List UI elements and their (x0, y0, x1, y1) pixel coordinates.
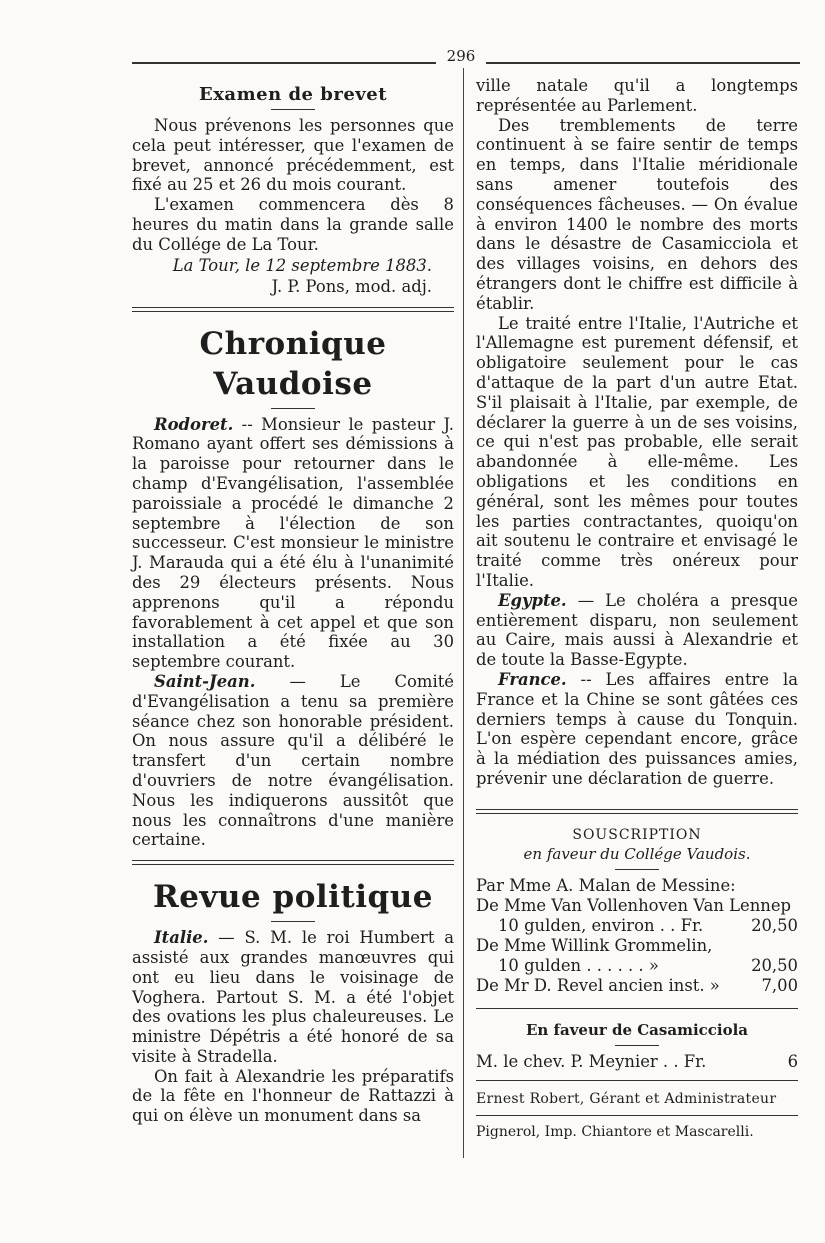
tremblements-paragraph: Des tremblements de terre continuent à se faire sentir de temps en temps, dans l'Italie méridionale sans amener toutefois des conséquences fâcheuses. — On évalue à environ 1400 le nombre des morts dans le désastre de Casamicciola et des villages voisins, en dehors des étrangers dont le chiffre est difficile à établir. (476, 115, 798, 313)
section-rule (476, 1115, 798, 1116)
egypte-text: — Le choléra a presque entièrement disparu, non seulement au Caire, mais aussi à Alexandrie et de toute la Basse-Egypte. (476, 590, 798, 670)
brevet-paragraph-1: Nous prévenons les personnes que cela peut intéresser, que l'examen de brevet, annoncé précédemment, est fixé au 25 et 26 du mois courant. (132, 116, 454, 195)
gerant-credit: Ernest Robert, Gérant et Administrateur (476, 1091, 777, 1108)
donation-row (476, 916, 798, 936)
donation-label: De Mme Willink Grommelin, (476, 936, 713, 956)
donation-row (476, 936, 798, 956)
egypte-article (476, 591, 798, 670)
italie-paragraph-2: On fait à Alexandrie les préparatifs de la fête en l'honneur de Rattazzi à qui on élève un monument dans sa (132, 1066, 454, 1126)
souscription-subtitle: en faveur du Collége Vaudois. (523, 845, 751, 864)
donation-label: 10 gulden, environ . . Fr. (498, 916, 704, 936)
brevet-signer: J. P. Pons, mod. adj. (271, 276, 432, 296)
donation-label: 10 gulden . . . . . . » (498, 956, 659, 976)
italie-label: Italie. (154, 928, 209, 948)
donation-amount: 20,50 (751, 916, 798, 936)
rodoret-text: -- Monsieur le pasteur J. Romano ayant offert ses démissions à la paroisse pour retourner dans le champ d'Evangélisation, l'assemblée paroissiale a procédé le dimanche 2 septembre à l'élection de son successeur. C'est monsieur le ministre J. Marauda qui a été élu à l'unanimité des 29 électeurs présents. Nous apprenons qu'il a répondu favorablement à cet appel et que son installation a été fixée au 30 septembre courant. (132, 414, 454, 672)
column-divider (463, 68, 464, 1158)
donation-row (476, 956, 798, 976)
casamicciola-title: En faveur de Casamicciola (525, 1021, 749, 1040)
donation-amount: 7,00 (761, 976, 798, 996)
stjean-article (132, 672, 454, 850)
stjean-label: Saint-Jean. (154, 671, 256, 691)
casamicciola-line (476, 1052, 798, 1072)
france-text: -- Les affaires entre la France et la Chine se sont gâtées ces derniers temps à cause du Tonquin. L'on espère cependant encore, grâce à la médiation des puissances amies, prévenir une déclaration de guerre. (476, 669, 798, 788)
donation-row (476, 876, 798, 896)
france-label: France. (498, 669, 567, 689)
printer-line: Pignerol, Imp. Chiantore et Mascarelli. (476, 1124, 754, 1141)
heading-dash (271, 109, 315, 110)
stjean-text: — Le Comité d'Evangélisation a tenu sa première séance chez son honorable président. On nous assure qu'il a délibéré le transfert d'un certain nombre d'ouvriers de notre évangélisation. Nous les indiquerons aussitôt que nous les connaîtrons d'une manière certaine. (132, 671, 454, 850)
donation-amount: 20,50 (751, 956, 798, 976)
traite-paragraph: Le traité entre l'Italie, l'Autriche et l'Allemagne est purement défensif, et obligatoire seulement pour le cas d'attaque de la part d'un autre Etat. S'il plaisait à l'Italie, par exemple, de déclarer la guerre à un de ses voisins, ce qui n'est pas probable, elle serait abandonnée à elle-même. Les obligations et les conditions en général, sont les mêmes pour toutes les parties contractantes, quoiqu'on ait soutenu le contraire et envisagé le traité comme très onéreux pour l'Italie. (476, 313, 798, 590)
section-rule (476, 809, 798, 814)
egypte-label: Egypte. (498, 590, 567, 610)
left-column (132, 76, 454, 1126)
donation-row (476, 896, 798, 916)
italie-article (132, 928, 454, 1067)
section-rule (132, 307, 454, 312)
italie-text: — S. M. le roi Humbert a assisté aux grandes manœuvres qui ont eu lieu dans le voisinage de Voghera. Partout S. M. a été l'objet des ovations les plus chaleureuses. Le ministre Dépétris a été honoré de sa visite à Stradella. (132, 928, 454, 1066)
donation-row (476, 976, 798, 996)
rodoret-label: Rodoret. (154, 414, 234, 434)
heading-dash (615, 869, 659, 870)
casamicciola-donor: M. le chev. P. Meynier . . Fr. (476, 1052, 707, 1072)
souscription-title: SOUSCRIPTION (572, 826, 702, 843)
revue-heading: Revue politique (153, 879, 433, 916)
casamicciola-amount: 6 (787, 1052, 798, 1072)
page-number: 296 (436, 47, 486, 65)
heading-dash (615, 1045, 659, 1046)
section-rule (476, 1080, 798, 1081)
donations-list (476, 876, 798, 996)
heading-dash (271, 921, 315, 922)
brevet-paragraph-2: L'examen commencera dès 8 heures du matin dans la grande salle du Collége de La Tour. (132, 195, 454, 254)
rodoret-article (132, 415, 454, 672)
france-article (476, 670, 798, 789)
section-rule (476, 1008, 798, 1009)
donation-label: Par Mme A. Malan de Messine: (476, 876, 736, 896)
brevet-place-date: La Tour, le 12 septembre 1883. (172, 255, 432, 275)
continuation-text: ville natale qu'il a longtemps représentée au Parlement. (476, 76, 798, 115)
heading-dash (271, 408, 315, 409)
donation-label: De Mr D. Revel ancien inst. » (476, 976, 720, 996)
donation-label: De Mme Van Vollenhoven Van Lennep (476, 896, 792, 916)
right-column (476, 76, 798, 1142)
section-rule (132, 860, 454, 865)
brevet-heading: Examen de brevet (198, 84, 388, 105)
chronique-heading: Chronique Vaudoise (199, 325, 387, 402)
